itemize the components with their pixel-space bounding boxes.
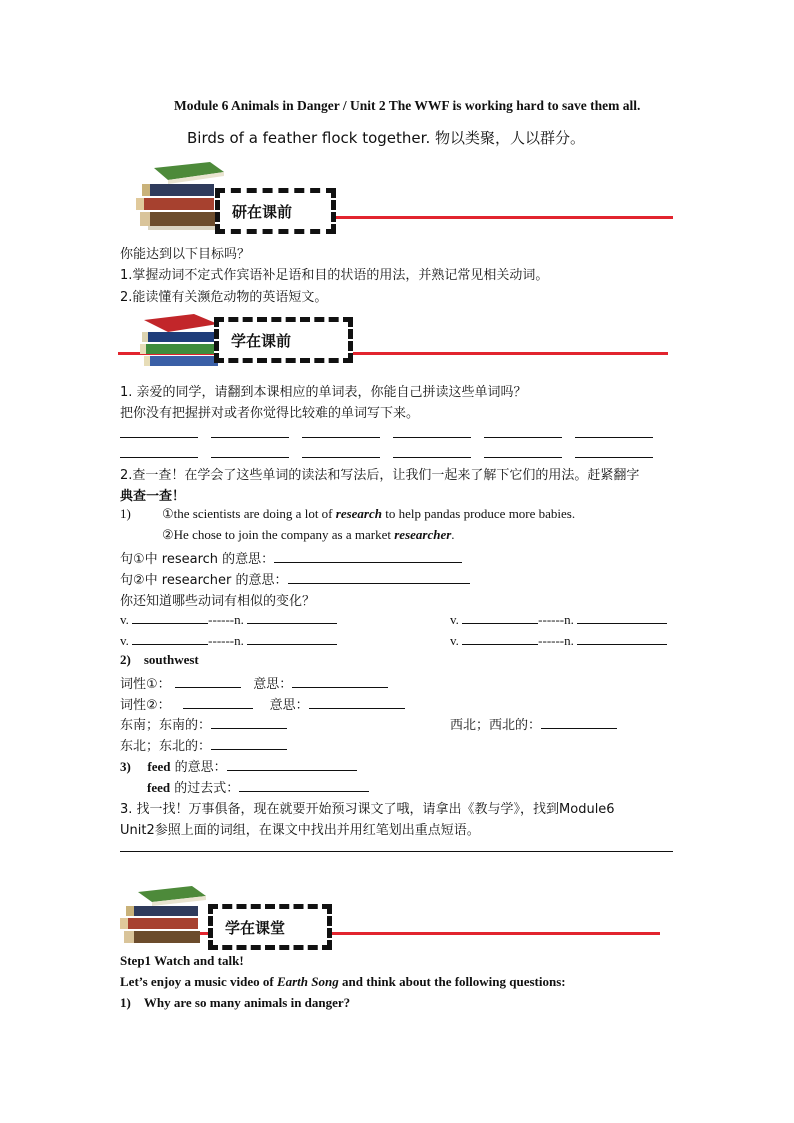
task3-line1: 3. 找一找！万事俱备，现在就要开始预习课文了哦，请拿出《教与学》，找到Module6 [120, 802, 615, 817]
section-label-preclass-research: 研在课前 [215, 188, 336, 234]
keyword-southwest: southwest [143, 652, 199, 667]
step1-question-1: 1) Why are so many animals in danger? [120, 995, 351, 1010]
word-blanks-row[interactable] [0, 437, 794, 438]
meaning-question-1: 句①中 research 的意思： [120, 548, 462, 567]
task2-line2: 典查一查！ [120, 489, 186, 504]
books-icon [118, 886, 218, 948]
example-sentence-2: ②He chose to join the company as a market researcher. [162, 527, 455, 542]
goals-question: 你能达到以下目标吗？ [120, 247, 251, 262]
similar-verbs-question: 你还知道哪些动词有相似的变化？ [120, 594, 316, 609]
part-of-speech-1: 词性①： 意思： [120, 673, 388, 692]
goal-1: 1.掌握动词不定式作宾语补足语和目的状语的用法，并熟记常见相关动词。 [120, 268, 549, 283]
meaning-question-2: 句②中 researcher 的意思： [120, 569, 470, 588]
southeast-question: 东南；东南的： [120, 714, 287, 733]
task2-line1: 2.查一查！在学会了这些单词的读法和写法后，让我们一起来了解下它们的用法。赶紧翻字 [120, 468, 640, 483]
verb-noun-pair: v. ------n. [450, 632, 667, 649]
feed-past-tense: feed 的过去式： [147, 777, 369, 796]
feed-meaning: 3) feed 的意思： [120, 756, 357, 775]
task1-line2: 把你没有把握拼对或者你觉得比较难的单词写下来。 [120, 406, 420, 421]
task1-line1: 1. 亲爱的同学，请翻到本课相应的单词表，你能自己拼读这些单词吗？ [120, 385, 527, 400]
verb-noun-pair: v. ------n. [450, 611, 667, 628]
books-icon [128, 160, 228, 232]
item-number: 1) [120, 506, 131, 521]
example-sentence-1: ①the scientists are doing a lot of research to help pandas produce more babies. [162, 506, 576, 521]
part-of-speech-2: 词性②： 意思： [120, 694, 405, 713]
keyword-research: research [335, 506, 382, 521]
step1-title: Step1 Watch and talk! [120, 953, 244, 968]
answer-blank[interactable] [288, 571, 470, 584]
verb-noun-pair: v. ------n. [120, 611, 337, 628]
proverb: Birds of a feather flock together. 物以类聚，人以群分。 [187, 129, 585, 147]
song-title: Earth Song [276, 974, 339, 989]
item-2-header: 2) southwest [120, 652, 199, 667]
goal-2: 2.能读懂有关濒危动物的英语短文。 [120, 290, 328, 305]
task3-line2: Unit2参照上面的词组，在课文中找出并用红笔划出重点短语。 [120, 823, 480, 838]
section-label-preclass-study: 学在课前 [214, 317, 353, 363]
word-blanks-row[interactable] [0, 457, 794, 458]
answer-blank[interactable] [274, 550, 462, 563]
verb-noun-pair: v. ------n. [120, 632, 337, 649]
northwest-question: 西北；西北的： [450, 714, 617, 733]
keyword-researcher: researcher [394, 527, 452, 542]
books-icon [138, 314, 224, 370]
section-label-in-class: 学在课堂 [208, 904, 332, 950]
page-title: Module 6 Animals in Danger / Unit 2 The WWF is working hard to save them all. [174, 98, 641, 113]
step1-intro: Let’s enjoy a music video of Earth Song and think about the following questions: [120, 974, 566, 989]
northeast-question: 东北；东北的： [120, 735, 287, 754]
answer-line[interactable] [120, 851, 673, 852]
